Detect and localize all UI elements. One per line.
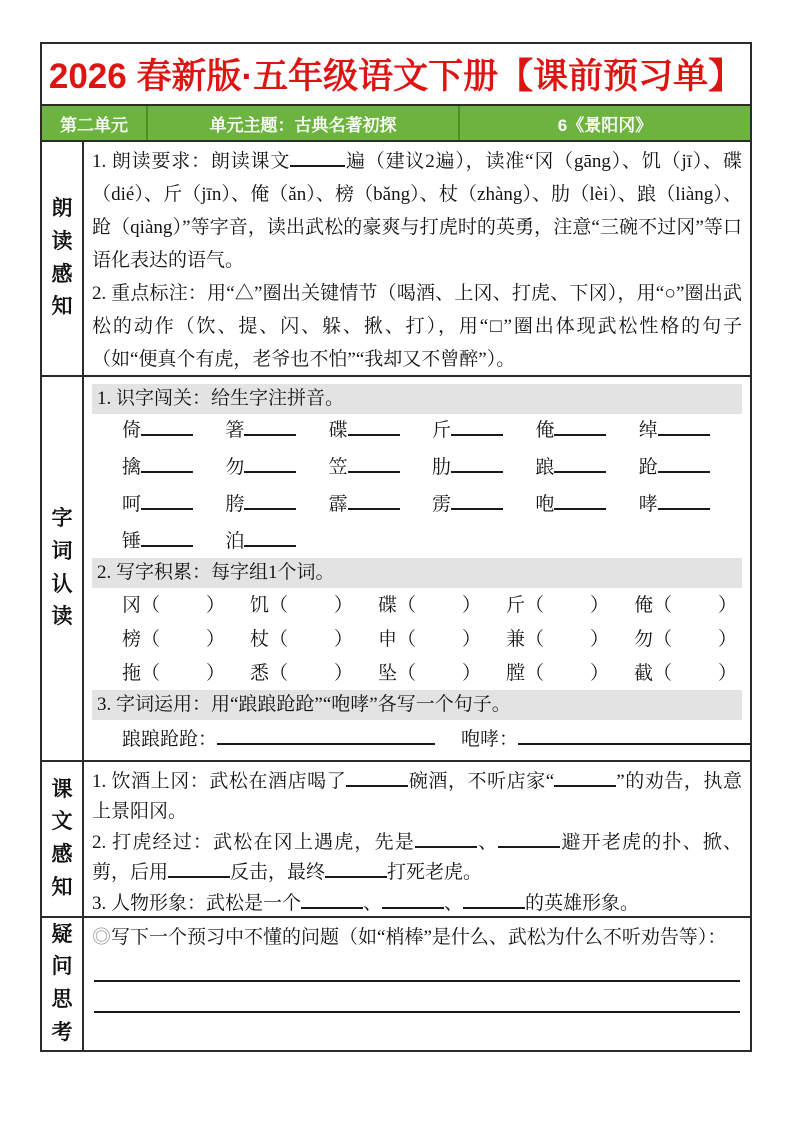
section-label: 字词认读 — [51, 507, 73, 629]
char: 榜 — [122, 629, 142, 651]
fill-blank — [451, 455, 503, 473]
pinyin-cell — [225, 455, 328, 480]
fill-blank — [244, 418, 296, 436]
paren: （ — [269, 629, 289, 651]
paren: （ — [525, 595, 545, 617]
paren: ） — [334, 629, 354, 651]
char: 倚 — [122, 420, 142, 442]
pinyin-cell — [329, 418, 432, 443]
fill-blank — [348, 455, 400, 473]
worksheet-table — [40, 140, 752, 1052]
sentence-use-line — [122, 723, 742, 756]
paren: ） — [206, 663, 226, 685]
paragraph — [92, 828, 742, 888]
char: 俺 — [634, 595, 654, 617]
fill-blank — [658, 455, 710, 473]
fill-blank — [451, 492, 503, 510]
fill-blank — [554, 769, 616, 787]
paren: （ — [525, 663, 545, 685]
char: 俺 — [535, 420, 555, 442]
text-segment: 打死老虎。 — [387, 862, 483, 883]
paren: ） — [334, 595, 354, 617]
char: 胯 — [225, 494, 245, 516]
paren: （ — [397, 663, 417, 685]
char: 跄 — [638, 457, 658, 479]
char: 肋 — [432, 457, 452, 479]
char: 绰 — [638, 420, 658, 442]
heading-bar: 1. 识字闯关：给生字注拼音。 — [92, 384, 742, 414]
zuci-cell — [122, 661, 250, 686]
paragraph — [92, 921, 742, 954]
zuci-cell — [506, 627, 634, 652]
writing-line — [94, 980, 740, 982]
char: 霹 — [328, 494, 348, 516]
char: 碟 — [328, 420, 348, 442]
text-segment: 遍（建议2遍），读准“冈（gāng）、饥（jī）、碟（dié）、斤（jīn）、俺（ǎn）、榜（bǎng）、杖（zhàng）、肋（lèi）、踉（liàng）、跄（qiàng）”等字音，读出武松的豪爽与打虎时的英勇，注意“三碗不过冈”等口语化表达的语气。 — [92, 151, 742, 271]
char: 哮 — [638, 494, 658, 516]
paren: （ — [653, 629, 673, 651]
text-segment: 3. 人物形象：武松是一个 — [92, 893, 302, 914]
char: 踉 — [535, 457, 555, 479]
fill-blank — [244, 529, 296, 547]
char: 锤 — [122, 531, 142, 553]
section-label-cell — [42, 377, 84, 760]
use-label: 咆哮： — [461, 729, 519, 751]
paren: （ — [397, 629, 417, 651]
lesson-cell: 6《景阳冈》 — [557, 115, 653, 135]
char: 兼 — [506, 629, 526, 651]
fill-blank — [554, 492, 606, 510]
paren: ） — [462, 629, 482, 651]
paren: （ — [397, 595, 417, 617]
text-segment: 2. 打虎经过：武松在冈上遇虎，先是 — [92, 832, 415, 853]
fill-blank — [141, 529, 193, 547]
paren: ） — [206, 629, 226, 651]
char: 雳 — [432, 494, 452, 516]
zuci-cell — [378, 593, 506, 618]
char: 箸 — [225, 420, 245, 442]
zuci-cell — [506, 661, 634, 686]
pinyin-cell — [329, 492, 432, 517]
char: 碟 — [378, 595, 398, 617]
section-row-langdu — [42, 142, 750, 375]
char: 申 — [378, 629, 398, 651]
fill-blank — [217, 727, 435, 745]
pinyin-grid — [122, 418, 742, 554]
zuci-cell — [634, 661, 750, 686]
section-row-kewen — [42, 760, 750, 916]
fill-blank — [415, 830, 477, 848]
section-content — [84, 762, 750, 916]
pinyin-cell — [329, 455, 432, 480]
title-box — [40, 42, 752, 106]
paren: ） — [462, 595, 482, 617]
pinyin-cell — [639, 455, 742, 480]
char: 悉 — [250, 663, 270, 685]
zuci-cell — [250, 627, 378, 652]
text-segment: 写下一个预习中不懂的问题（如“梢棒”是什么、武松为什么不听劝告等）： — [111, 927, 727, 948]
paragraph: 2. 重点标注：用“△”圈出关键情节（喝酒、上冈、打虎、下冈），用“○”圈出武松的动作（饮、提、闪、躲、揪、打），用“□”圈出体现武松性格的句子（如“便真个有虎，老爷也不怕”“我却又不曾醉”）。 — [92, 283, 742, 370]
section-row-zici — [42, 375, 750, 760]
section-label-cell — [42, 142, 84, 375]
paren: ） — [334, 663, 354, 685]
unit-theme-cell: 单元主题：古典名著初探 — [148, 106, 460, 140]
fill-blank — [244, 455, 296, 473]
fill-blank — [168, 860, 230, 878]
fill-blank — [325, 860, 387, 878]
paren: ） — [462, 663, 482, 685]
char: 勿 — [225, 457, 245, 479]
paragraph — [92, 767, 742, 827]
zuci-cell — [250, 593, 378, 618]
char: 膛 — [506, 663, 526, 685]
text-segment: 1. 饮酒上冈：武松在酒店喝了 — [92, 771, 347, 792]
fill-blank — [346, 769, 408, 787]
fill-blank — [658, 418, 710, 436]
paren: ） — [718, 663, 738, 685]
text-segment: 、 — [444, 893, 464, 914]
page-title: 2026 春新版·五年级语文下册【课前预习单】 — [48, 57, 744, 96]
paren: ） — [590, 595, 610, 617]
pinyin-cell — [122, 455, 225, 480]
pinyin-cell — [639, 418, 742, 443]
fill-blank — [451, 418, 503, 436]
paren: （ — [141, 629, 161, 651]
char: 冈 — [122, 595, 142, 617]
zuci-cell — [250, 661, 378, 686]
char: 泊 — [225, 531, 245, 553]
char: 截 — [634, 663, 654, 685]
section-row-yiwen — [42, 916, 750, 1050]
section-label: 疑问思考 — [51, 922, 73, 1044]
fill-blank — [382, 891, 444, 909]
text-segment: ”的劝告，执意上景阳冈。 — [92, 771, 742, 822]
paren: ） — [718, 629, 738, 651]
pinyin-cell — [432, 418, 535, 443]
pinyin-cell — [535, 492, 638, 517]
paren: （ — [525, 629, 545, 651]
zuci-cell — [634, 593, 750, 618]
zuci-cell — [122, 627, 250, 652]
section-content — [84, 377, 750, 760]
char: 呵 — [122, 494, 142, 516]
pinyin-cell — [639, 492, 742, 517]
fill-blank — [463, 891, 525, 909]
heading-bar: 2. 写字积累：每字组1个词。 — [92, 558, 742, 588]
pinyin-cell — [535, 418, 638, 443]
char: 咆 — [535, 494, 555, 516]
fill-blank — [554, 455, 606, 473]
fill-blank — [141, 492, 193, 510]
char: 斤 — [432, 420, 452, 442]
use-label: 踉踉跄跄： — [122, 729, 218, 751]
char: 坠 — [378, 663, 398, 685]
pinyin-cell — [225, 418, 328, 443]
char: 拖 — [122, 663, 142, 685]
section-label: 课文感知 — [51, 777, 73, 899]
paren: （ — [141, 595, 161, 617]
fill-blank — [518, 727, 750, 745]
paren: （ — [653, 663, 673, 685]
fill-blank — [301, 891, 363, 909]
paren: ） — [206, 595, 226, 617]
pinyin-cell — [122, 529, 225, 554]
paren: ） — [718, 595, 738, 617]
section-label-cell — [42, 762, 84, 916]
fill-blank — [348, 492, 400, 510]
circle-bullet-icon: ◎ — [92, 927, 112, 948]
text-segment: 1. 朗读要求：朗读课文 — [92, 151, 291, 172]
fill-blank — [658, 492, 710, 510]
text-segment: 的英雄形象。 — [525, 893, 640, 914]
pinyin-cell — [122, 492, 225, 517]
fill-blank — [141, 418, 193, 436]
zuci-cell — [378, 661, 506, 686]
fill-blank — [141, 455, 193, 473]
zuci-cell — [634, 627, 750, 652]
pinyin-cell — [432, 455, 535, 480]
fill-blank — [554, 418, 606, 436]
char: 勿 — [634, 629, 654, 651]
char: 斤 — [506, 595, 526, 617]
pinyin-cell — [535, 455, 638, 480]
zuci-cell — [506, 593, 634, 618]
section-label-cell — [42, 918, 84, 1050]
paren: ） — [590, 629, 610, 651]
section-content — [84, 918, 750, 1050]
pinyin-cell — [122, 418, 225, 443]
fill-blank — [498, 830, 560, 848]
zuci-cell — [122, 593, 250, 618]
paragraph — [92, 889, 742, 916]
text-segment: 反击，最终 — [230, 862, 326, 883]
paren: （ — [269, 595, 289, 617]
char: 擒 — [122, 457, 142, 479]
fill-blank — [348, 418, 400, 436]
paren: （ — [653, 595, 673, 617]
unit-header-bar — [40, 106, 752, 140]
pinyin-cell — [225, 529, 328, 554]
char: 饥 — [250, 595, 270, 617]
worksheet-sheet — [40, 42, 752, 1052]
section-content — [84, 142, 750, 375]
paragraph — [92, 145, 742, 277]
text-segment: 碗酒，不听店家“ — [408, 771, 555, 792]
heading-bar: 3. 字词运用：用“踉踉跄跄”“咆哮”各写一个句子。 — [92, 690, 742, 720]
word-building-grid — [122, 593, 750, 686]
zuci-cell — [378, 627, 506, 652]
paren: （ — [269, 663, 289, 685]
unit-cell: 第二单元 — [42, 106, 148, 140]
paren: ） — [590, 663, 610, 685]
text-segment: 、 — [363, 893, 383, 914]
fill-blank — [244, 492, 296, 510]
text-segment: 避开老虎的扑、掀、剪，后用 — [92, 832, 742, 883]
paren: （ — [141, 663, 161, 685]
writing-line — [94, 1011, 740, 1013]
char: 笠 — [328, 457, 348, 479]
section-label: 朗读感知 — [51, 197, 73, 319]
text-segment: 、 — [476, 832, 499, 853]
pinyin-cell — [432, 492, 535, 517]
pinyin-cell — [225, 492, 328, 517]
char: 杖 — [250, 629, 270, 651]
fill-blank — [290, 149, 345, 167]
